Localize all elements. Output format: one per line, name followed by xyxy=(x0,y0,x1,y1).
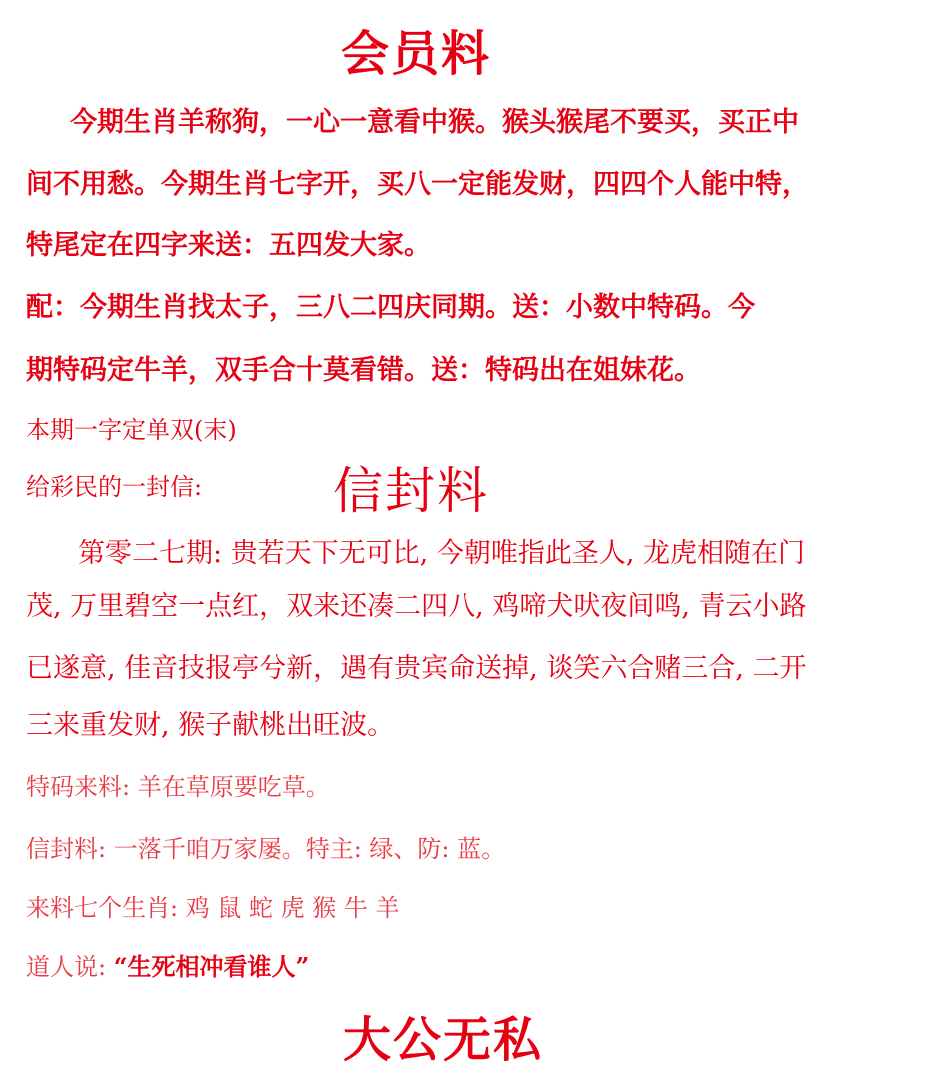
letter-line-3: 已遂意, 佳音技报亭兮新，遇有贵宾命送掉, 谈笑六合赌三合, 二开 xyxy=(26,653,807,684)
single-double-line: 本期一字定单双(末) xyxy=(26,416,237,444)
letter-line-2: 茂, 万里碧空一点红，双来还凑二四八, 鸡啼犬吠夜间鸣, 青云小路 xyxy=(26,591,807,622)
title-letter: 信封料 xyxy=(333,462,489,520)
member-line-2: 间不用愁。今期生肖七字开，买八一定能发财，四四个人能中特， xyxy=(26,169,809,200)
letter-line-4: 三来重发财, 猴子献桃出旺波。 xyxy=(26,710,395,741)
letter-intro: 给彩民的一封信: xyxy=(26,473,203,501)
title-member: 会员料 xyxy=(341,26,492,82)
daoren-prefix: 道人说: xyxy=(26,953,114,981)
title-footer: 大公无私 xyxy=(343,1012,544,1068)
tema-line: 特码来料: 羊在草原要吃草。 xyxy=(26,773,330,801)
member-line-5: 期特码定牛羊，双手合十莫看错。送：特码出在姐妹花。 xyxy=(26,355,701,386)
letter-line-1: 第零二七期: 贵若天下无可比, 今朝唯指此圣人, 龙虎相随在门 xyxy=(78,538,806,569)
seven-zodiac-line: 来料七个生肖: 鸡 鼠 蛇 虎 猴 牛 羊 xyxy=(26,894,400,922)
member-line-3: 特尾定在四字来送：五四发大家。 xyxy=(26,230,431,261)
daoren-quote: “生死相冲看谁人” xyxy=(113,952,310,981)
daoren-line xyxy=(26,952,310,981)
member-line-4: 配：今期生肖找太子，三八二四庆同期。送：小数中特码。今 xyxy=(26,292,755,323)
member-line-1: 今期生肖羊称狗，一心一意看中猴。猴头猴尾不要买，买正中 xyxy=(70,107,799,138)
xinfeng-line: 信封料: 一落千咱万家屡。特主: 绿、防: 蓝。 xyxy=(26,835,506,863)
